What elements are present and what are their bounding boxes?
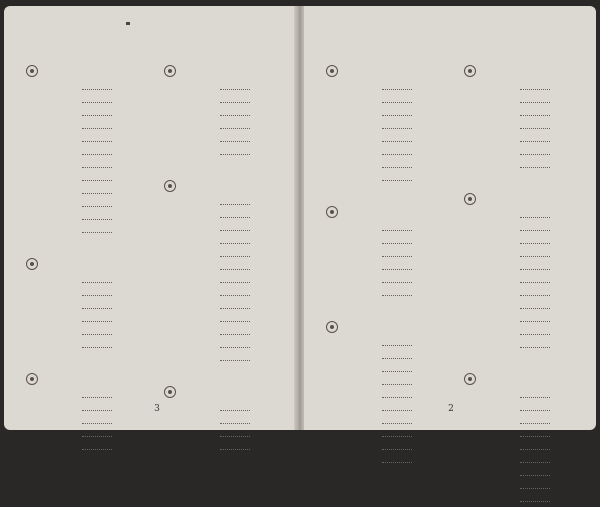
table-header (16, 82, 144, 95)
table-row (154, 95, 282, 108)
dotted-leader (520, 128, 550, 129)
table-row (454, 403, 582, 416)
dotted-leader (520, 154, 550, 155)
table-row (454, 455, 582, 468)
table-row (16, 416, 144, 429)
table-header (316, 223, 444, 236)
table-row (454, 301, 582, 314)
table-header (454, 82, 582, 95)
table-row (154, 442, 282, 455)
dotted-leader (82, 128, 112, 129)
section-heading (16, 257, 144, 271)
dotted-leader (82, 89, 112, 90)
left-page (4, 6, 296, 430)
right-page-column-2 (454, 64, 582, 390)
table-row (16, 340, 144, 353)
dotted-leader (82, 180, 112, 181)
dotted-leader (382, 230, 412, 231)
table-row (16, 288, 144, 301)
dotted-leader (82, 347, 112, 348)
dotted-leader (220, 269, 250, 270)
table-row (316, 390, 444, 403)
section-heading (316, 205, 444, 219)
page-number: 3 (154, 404, 160, 414)
dotted-leader (82, 193, 112, 194)
table-row (316, 108, 444, 121)
section-heading (454, 372, 582, 386)
section-heading (454, 192, 582, 206)
table-row (316, 134, 444, 147)
table-row (454, 121, 582, 134)
dotted-leader (382, 89, 412, 90)
dotted-leader (82, 423, 112, 424)
dotted-leader (520, 141, 550, 142)
dotted-leader (82, 282, 112, 283)
table-header (316, 338, 444, 351)
dotted-leader (82, 232, 112, 233)
dotted-leader (520, 295, 550, 296)
table-row (16, 314, 144, 327)
table-row (316, 262, 444, 275)
section-rows (154, 403, 282, 455)
circle-bullet-icon (26, 65, 38, 77)
dotted-leader (82, 154, 112, 155)
section-heading (316, 64, 444, 78)
dotted-leader (520, 256, 550, 257)
right-page (304, 6, 596, 430)
dotted-leader (220, 360, 250, 361)
circle-bullet-icon (164, 386, 176, 398)
table-row (454, 468, 582, 481)
dotted-leader (520, 423, 550, 424)
dotted-leader (382, 128, 412, 129)
section-heading (454, 64, 582, 78)
dotted-leader (82, 308, 112, 309)
print-mark (126, 22, 130, 25)
table-row (16, 160, 144, 173)
circle-bullet-icon (464, 65, 476, 77)
dotted-leader (220, 102, 250, 103)
table-row (454, 262, 582, 275)
section-rows (154, 82, 282, 160)
table-row (316, 147, 444, 160)
dotted-leader (382, 462, 412, 463)
table-row (454, 429, 582, 442)
dotted-leader (220, 154, 250, 155)
section-heading (16, 372, 144, 386)
table-header (16, 390, 144, 403)
dotted-leader (520, 462, 550, 463)
dotted-leader (82, 115, 112, 116)
table-row (454, 275, 582, 288)
table-row (454, 108, 582, 121)
dotted-leader (82, 219, 112, 220)
dotted-leader (220, 115, 250, 116)
table-row (16, 108, 144, 121)
table-row (316, 442, 444, 455)
table-row (316, 429, 444, 442)
circle-bullet-icon (326, 321, 338, 333)
dotted-leader (382, 358, 412, 359)
dotted-leader (520, 115, 550, 116)
dotted-leader (520, 321, 550, 322)
dotted-leader (520, 501, 550, 502)
table-row (316, 364, 444, 377)
dotted-leader (382, 410, 412, 411)
section-rows (16, 390, 144, 455)
table-row (454, 481, 582, 494)
table-row (16, 121, 144, 134)
dotted-leader (520, 102, 550, 103)
table-header (454, 210, 582, 223)
table-row (16, 403, 144, 416)
table-row (316, 288, 444, 301)
table-row (454, 340, 582, 353)
circle-bullet-icon (164, 65, 176, 77)
circle-bullet-icon (26, 258, 38, 270)
dotted-leader (520, 488, 550, 489)
table-row (316, 275, 444, 288)
section-heading (154, 64, 282, 78)
dotted-leader (382, 371, 412, 372)
table-row (154, 249, 282, 262)
table-row (16, 95, 144, 108)
right-page-column-1 (316, 64, 444, 390)
dotted-leader (382, 269, 412, 270)
table-row (154, 275, 282, 288)
dotted-leader (520, 410, 550, 411)
table-row (316, 416, 444, 429)
left-page-column-1 (16, 64, 144, 390)
dotted-leader (382, 180, 412, 181)
table-row (16, 327, 144, 340)
section-rows (16, 82, 144, 238)
dotted-leader (220, 256, 250, 257)
left-page-column-2 (154, 64, 282, 390)
table-header (154, 197, 282, 210)
table-row (316, 173, 444, 186)
table-row (154, 134, 282, 147)
dotted-leader (82, 410, 112, 411)
table-row (16, 225, 144, 238)
dotted-leader (82, 436, 112, 437)
table-row (454, 223, 582, 236)
table-row (154, 147, 282, 160)
table-row (154, 314, 282, 327)
table-row (154, 353, 282, 366)
dotted-leader (220, 128, 250, 129)
dotted-leader (382, 256, 412, 257)
dotted-leader (82, 206, 112, 207)
dotted-leader (520, 282, 550, 283)
table-row (454, 236, 582, 249)
table-row (454, 314, 582, 327)
table-header (16, 275, 144, 288)
dotted-leader (382, 141, 412, 142)
section-rows (454, 82, 582, 173)
table-row (316, 455, 444, 468)
table-row (16, 301, 144, 314)
dotted-leader (220, 204, 250, 205)
dotted-leader (382, 436, 412, 437)
dotted-leader (520, 167, 550, 168)
table-row (154, 121, 282, 134)
table-row (454, 416, 582, 429)
table-row (454, 442, 582, 455)
table-row (454, 134, 582, 147)
page-number: 2 (448, 404, 454, 414)
table-row (154, 236, 282, 249)
dotted-leader (520, 230, 550, 231)
table-row (454, 160, 582, 173)
dotted-leader (220, 230, 250, 231)
dotted-leader (220, 436, 250, 437)
table-row (154, 288, 282, 301)
table-row (154, 262, 282, 275)
section-rows (454, 390, 582, 507)
table-row (454, 494, 582, 507)
dotted-leader (382, 423, 412, 424)
dotted-leader (220, 89, 250, 90)
dotted-leader (220, 243, 250, 244)
dotted-leader (520, 217, 550, 218)
section-rows (316, 82, 444, 186)
table-row (154, 340, 282, 353)
table-row (454, 327, 582, 340)
circle-bullet-icon (464, 193, 476, 205)
table-row (316, 95, 444, 108)
dotted-leader (382, 295, 412, 296)
dotted-leader (220, 282, 250, 283)
dotted-leader (220, 141, 250, 142)
dotted-leader (82, 102, 112, 103)
dotted-leader (382, 243, 412, 244)
table-row (316, 236, 444, 249)
table-row (316, 160, 444, 173)
section-rows (154, 197, 282, 366)
dotted-leader (520, 449, 550, 450)
circle-bullet-icon (164, 180, 176, 192)
section-rows (316, 338, 444, 468)
table-row (16, 173, 144, 186)
table-header (154, 82, 282, 95)
section-rows (316, 223, 444, 301)
table-row (154, 223, 282, 236)
dotted-leader (82, 295, 112, 296)
table-row (316, 403, 444, 416)
table-row (16, 186, 144, 199)
dotted-leader (520, 436, 550, 437)
dotted-leader (382, 345, 412, 346)
dotted-leader (220, 449, 250, 450)
dotted-leader (382, 167, 412, 168)
dotted-leader (520, 269, 550, 270)
table-row (16, 212, 144, 225)
dotted-leader (220, 334, 250, 335)
dotted-leader (220, 347, 250, 348)
dotted-leader (220, 308, 250, 309)
table-row (316, 121, 444, 134)
dotted-leader (82, 167, 112, 168)
dotted-leader (382, 449, 412, 450)
table-row (316, 249, 444, 262)
dotted-leader (520, 334, 550, 335)
dotted-leader (82, 141, 112, 142)
dotted-leader (82, 397, 112, 398)
dotted-leader (82, 334, 112, 335)
section-rows (16, 275, 144, 353)
section-heading (154, 385, 282, 399)
dotted-leader (382, 115, 412, 116)
dotted-leader (520, 308, 550, 309)
table-header (154, 403, 282, 416)
table-row (16, 147, 144, 160)
dotted-leader (220, 423, 250, 424)
dotted-leader (520, 243, 550, 244)
dotted-leader (382, 397, 412, 398)
dotted-leader (382, 154, 412, 155)
table-row (16, 429, 144, 442)
dotted-leader (382, 384, 412, 385)
dotted-leader (82, 449, 112, 450)
table-row (454, 95, 582, 108)
section-heading (316, 320, 444, 334)
table-row (16, 134, 144, 147)
dotted-leader (382, 282, 412, 283)
dotted-leader (220, 295, 250, 296)
circle-bullet-icon (26, 373, 38, 385)
dotted-leader (82, 321, 112, 322)
table-row (154, 108, 282, 121)
table-row (16, 442, 144, 455)
table-row (154, 327, 282, 340)
table-row (454, 147, 582, 160)
circle-bullet-icon (326, 206, 338, 218)
dotted-leader (520, 347, 550, 348)
table-header (454, 390, 582, 403)
table-row (316, 377, 444, 390)
table-row (154, 210, 282, 223)
section-rows (454, 210, 582, 353)
section-heading (154, 179, 282, 193)
dotted-leader (520, 89, 550, 90)
table-row (154, 429, 282, 442)
dotted-leader (220, 321, 250, 322)
dotted-leader (520, 475, 550, 476)
table-row (16, 199, 144, 212)
table-header (316, 82, 444, 95)
table-row (154, 301, 282, 314)
circle-bullet-icon (464, 373, 476, 385)
section-heading (16, 64, 144, 78)
table-row (316, 351, 444, 364)
dotted-leader (520, 397, 550, 398)
table-row (454, 288, 582, 301)
table-row (454, 249, 582, 262)
dotted-leader (220, 410, 250, 411)
table-row (154, 416, 282, 429)
circle-bullet-icon (326, 65, 338, 77)
dotted-leader (382, 102, 412, 103)
dotted-leader (220, 217, 250, 218)
